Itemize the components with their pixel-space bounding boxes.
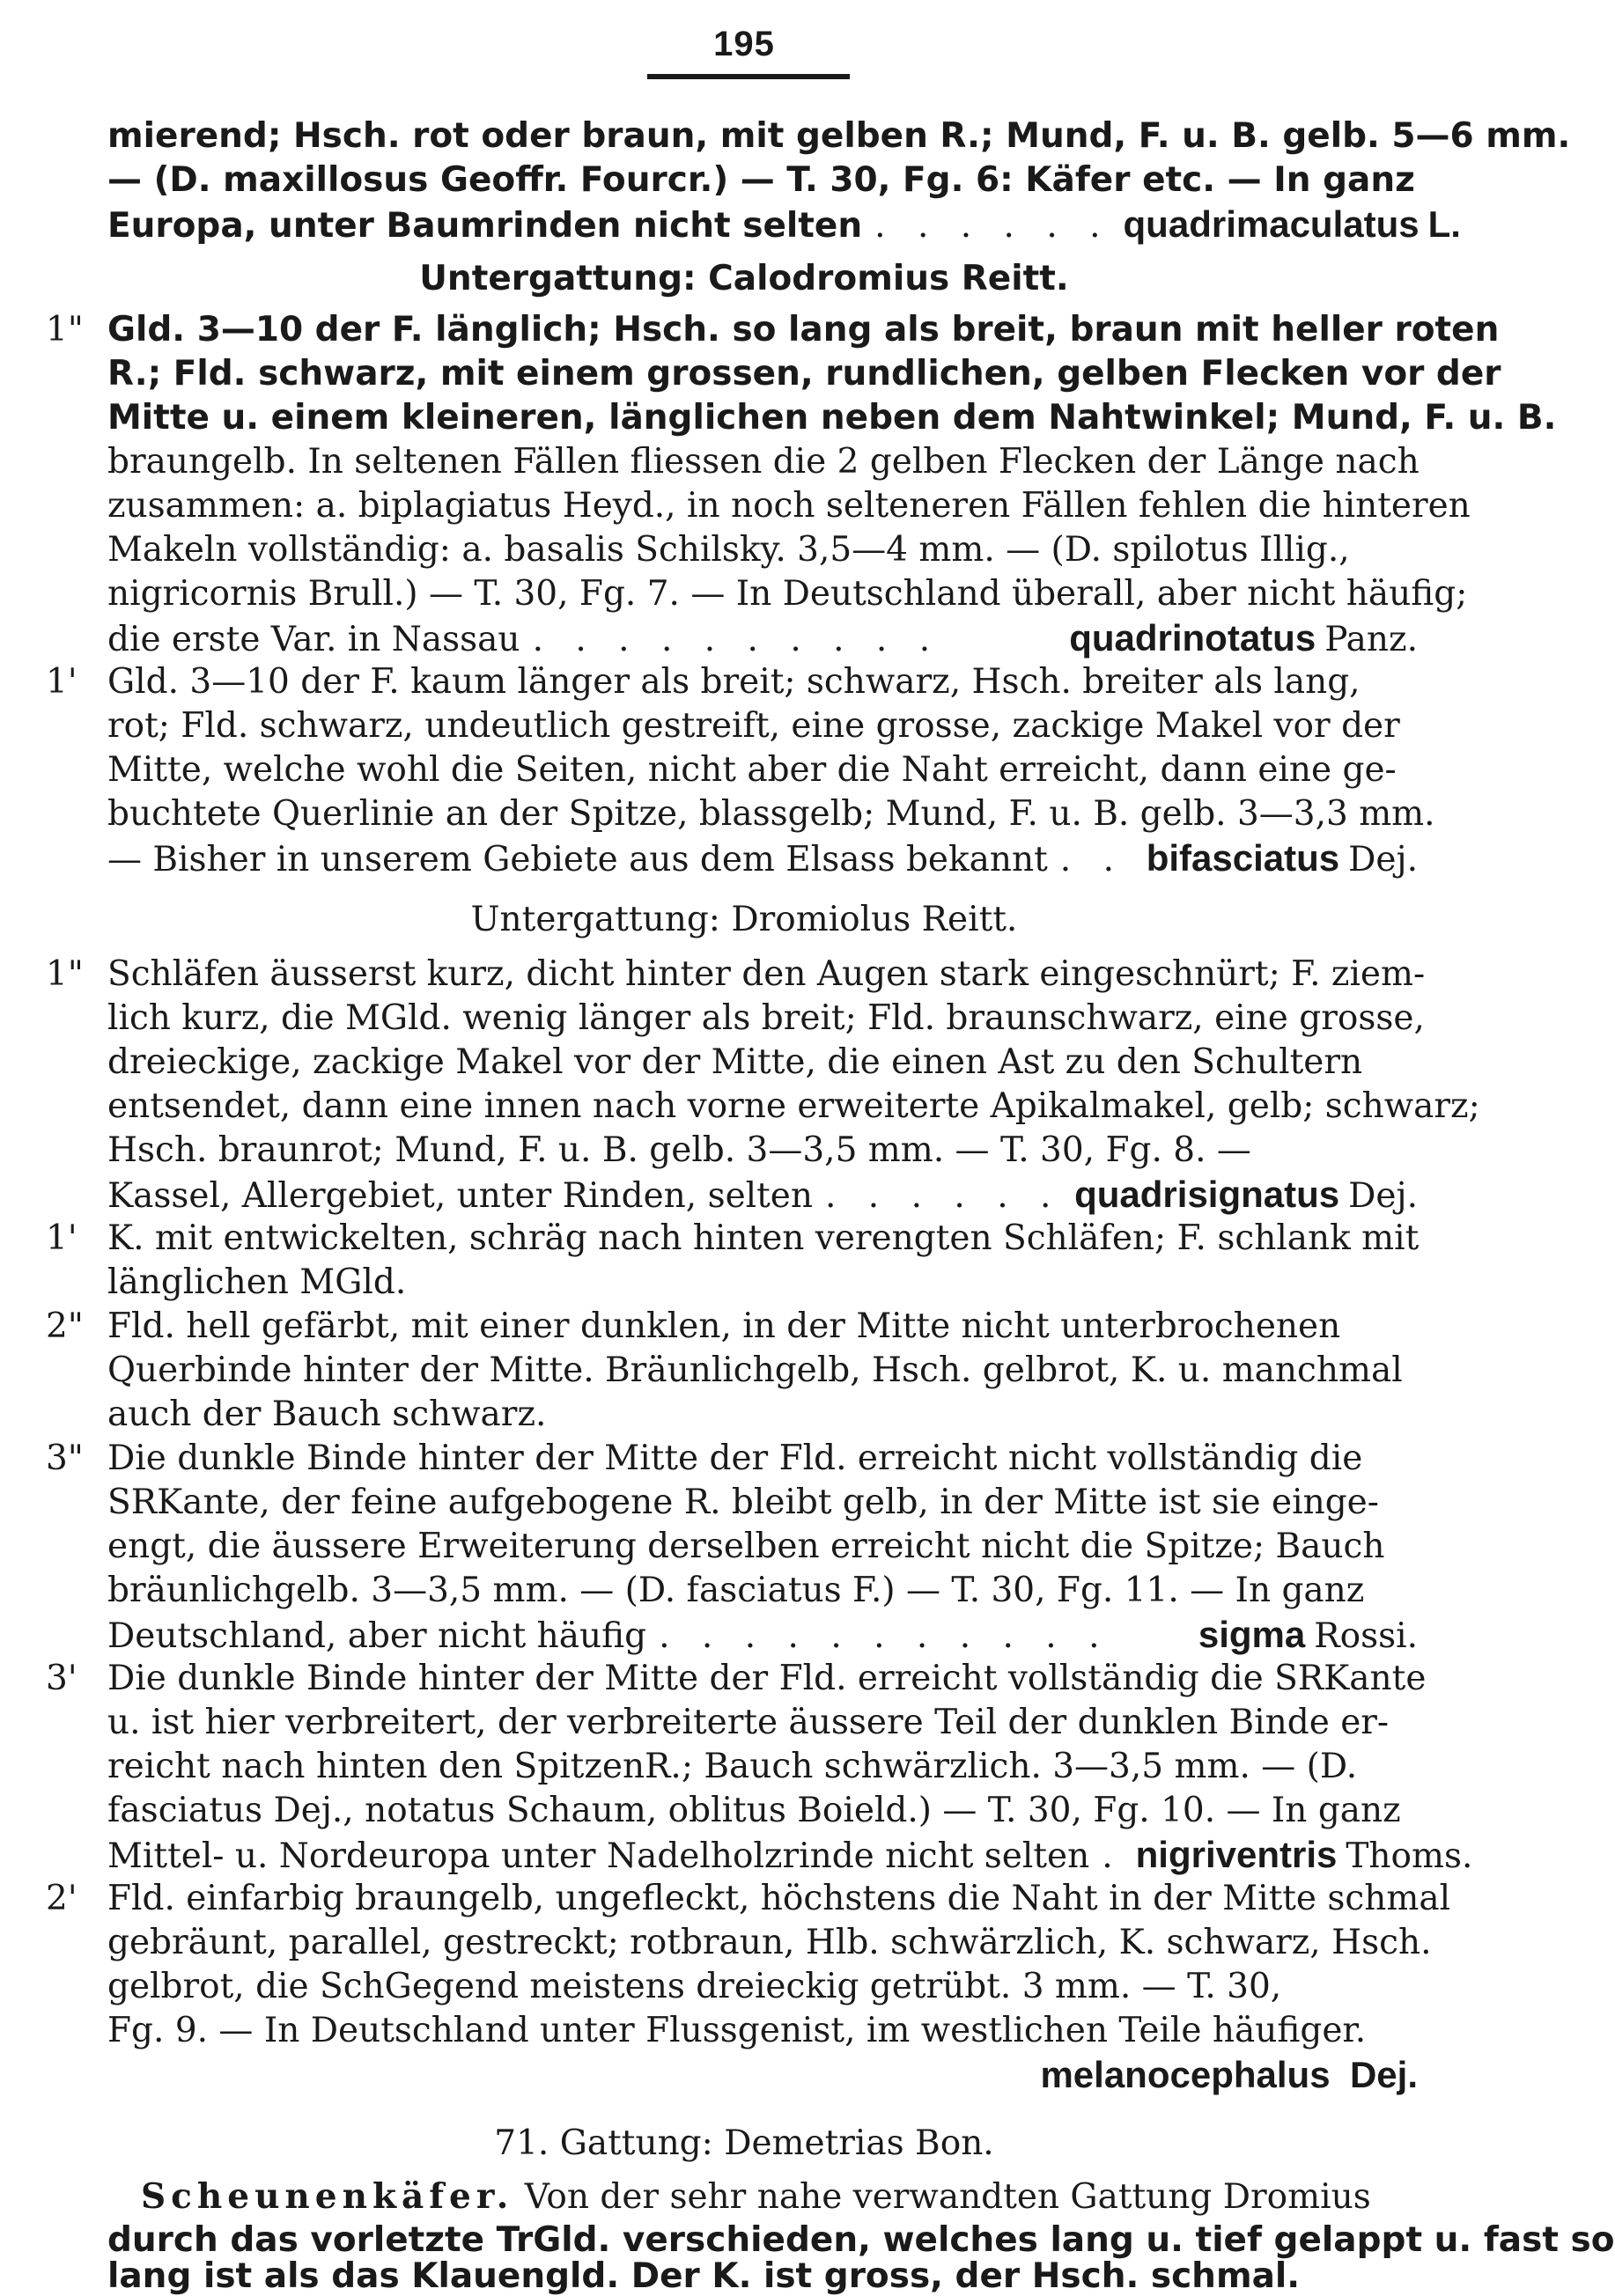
leader-dots: . [1102,1836,1124,1876]
species-row [107,1173,1418,1218]
text-line: rot; Fld. schwarz, undeutlich gestreift, eine grosse, zackige Makel vor der [107,706,1400,746]
key-number: 1" [46,954,84,994]
text-line: u. ist hier verbreitert, der verbreiterte äussere Teil der dunklen Binde er- [107,1703,1390,1742]
species-author: Dej. [1348,1176,1418,1216]
text-line: Gld. 3—10 der F. länglich; Hsch. so lang als breit, braun mit heller roten [107,310,1500,350]
leader-dots: . . . . . . . . . . . [659,1616,1110,1656]
key-number: 2' [46,1879,77,1918]
species-name: quadrisignatus [1074,1174,1340,1215]
common-name: Scheunenkäfer. [141,2176,514,2217]
genus-heading: 71. Gattung: Demetrias Bon. [494,2123,994,2163]
text-line: zusammen: a. biplagiatus Heyd., in noch selteneren Fällen fehlen die hinteren [107,486,1471,526]
species-author: Dej. [1349,2054,1418,2095]
species-row [107,202,1461,248]
text-line: länglichen MGld. [107,1262,407,1302]
locality-text: Deutschland, aber nicht häufig [107,1616,647,1656]
text-line: engt, die äussere Erweiterung derselben erreicht nicht die Spitze; Bauch [107,1527,1385,1566]
text-line: Fld. einfarbig braungelb, ungefleckt, höchstens die Naht in der Mitte schmal [107,1879,1451,1918]
species-row [107,616,1418,662]
species-author: Thoms. [1346,1836,1473,1876]
leader-dots: . . . . . . . . . . [532,620,941,659]
leader-dots: . . . . . . [825,1176,1062,1216]
text-line: Hsch. braunrot; Mund, F. u. B. gelb. 3—3,5 mm. — T. 30, Fg. 8. — [107,1130,1251,1170]
text-line: lich kurz, die MGld. wenig länger als breit; Fld. braunschwarz, eine grosse, [107,998,1425,1038]
key-number: 1' [46,1218,77,1258]
page-number: 195 [713,25,775,63]
subgenus-heading: Untergattung: Dromiolus Reitt. [470,900,1018,939]
text-line: Fld. hell gefärbt, mit einer dunklen, in der Mitte nicht unterbrochenen [107,1306,1341,1346]
text-line: Die dunkle Binde hinter der Mitte der Fld. erreicht vollständig die SRKante [107,1659,1427,1698]
leader-dots: . . [1059,840,1125,879]
species-row [107,1613,1418,1659]
species-author: Rossi. [1314,1616,1418,1656]
key-number: 3' [46,1659,77,1698]
text-line: auch der Bauch schwarz. [107,1395,547,1434]
text-line: durch das vorletzte TrGld. verschieden, welches lang u. tief gelappt u. fast so [107,2220,1615,2260]
genus-intro [141,2175,1418,2219]
text-line: — (D. maxillosus Geoffr. Fourcr.) — T. 30, Fg. 6: Käfer etc. — In ganz [107,160,1415,200]
text-line: Fg. 9. — In Deutschland unter Flussgenist, im westlichen Teile häufiger. [107,2011,1367,2050]
text-line: lang ist als das Klauengld. Der K. ist gross, der Hsch. schmal. [107,2256,1301,2296]
text-line: reicht nach hinten den SpitzenR.; Bauch schwärzlich. 3—3,5 mm. — (D. [107,1747,1358,1786]
species-name: nigriventris [1135,1834,1338,1875]
species-name: sigma [1198,1614,1306,1655]
text-line: mierend; Hsch. rot oder braun, mit gelben R.; Mund, F. u. B. gelb. 5—6 mm. [107,116,1571,156]
text-line: buchtete Querlinie an der Spitze, blassgelb; Mund, F. u. B. gelb. 3—3,3 mm. [107,794,1435,834]
text-line: K. mit entwickelten, schräg nach hinten verengten Schläfen; F. schlank mit [107,1218,1420,1258]
header-rule [647,74,850,79]
text-line: gelbrot, die SchGegend meistens dreieckig getrübt. 3 mm. — T. 30, [107,1967,1282,2006]
text-line: gebräunt, parallel, gestreckt; rotbraun, Hlb. schwärzlich, K. schwarz, Hsch. [107,1923,1432,1962]
species-row [107,2053,1418,2099]
species-row [107,1833,1473,1879]
text-line: Makeln vollständig: a. basalis Schilsky. 3,5—4 mm. — (D. spilotus Illig., [107,530,1350,570]
text-line: Schläfen äusserst kurz, dicht hinter den Augen stark eingeschnürt; F. ziem- [107,954,1426,994]
key-number: 3" [46,1439,84,1478]
locality-text: Europa, unter Baumrinden nicht selten [107,206,863,246]
species-name: quadrinotatus [1069,617,1316,659]
species-row [107,836,1418,882]
locality-text: Mittel- u. Nordeuropa unter Nadelholzrinde nicht selten [107,1836,1090,1876]
text-line: dreieckige, zackige Makel vor der Mitte, die einen Ast zu den Schultern [107,1042,1363,1082]
locality-text: die erste Var. in Nassau [107,620,520,659]
text-line: R.; Fld. schwarz, mit einem grossen, rundlichen, gelben Flecken vor der [107,354,1501,394]
text-line: braungelb. In seltenen Fällen fliessen die 2 gelben Flecken der Länge nach [107,442,1420,482]
key-number: 2" [46,1306,84,1346]
text-line: Querbinde hinter der Mitte. Bräunlichgelb, Hsch. gelbrot, K. u. manchmal [107,1350,1403,1390]
leader-dots: . . . . . . [874,206,1111,246]
genus-intro-text: Von der sehr nahe verwandten Gattung Dromius [524,2177,1371,2217]
species-author: L. [1427,203,1461,245]
text-line: Mitte, welche wohl die Seiten, nicht aber die Naht erreicht, dann eine ge- [107,750,1397,790]
locality-text: Kassel, Allergebiet, unter Rinden, selten [107,1176,814,1216]
text-line: Gld. 3—10 der F. kaum länger als breit; schwarz, Hsch. breiter als lang, [107,662,1361,702]
species-name: bifasciatus [1146,837,1340,879]
subgenus-heading: Untergattung: Calodromius Reitt. [419,259,1069,298]
locality-text: — Bisher in unserem Gebiete aus dem Elsass bekannt [107,840,1048,879]
key-number: 1' [46,662,77,702]
species-author: Panz. [1324,620,1418,659]
text-line: fasciatus Dej., notatus Schaum, oblitus Boield.) — T. 30, Fg. 10. — In ganz [107,1791,1401,1830]
text-line: entsendet, dann eine innen nach vorne erweiterte Apikalmakel, gelb; schwarz; [107,1086,1480,1126]
text-line: bräunlichgelb. 3—3,5 mm. — (D. fasciatus F.) — T. 30, Fg. 11. — In ganz [107,1571,1365,1610]
species-author: Dej. [1348,840,1418,879]
text-line: Die dunkle Binde hinter der Mitte der Fld. erreicht nicht vollständig die [107,1439,1363,1478]
text-line: SRKante, der feine aufgebogene R. bleibt gelb, in der Mitte ist sie einge- [107,1483,1379,1522]
species-name: quadrimaculatus [1123,203,1420,245]
species-name: melanocephalus [1040,2054,1331,2095]
key-number: 1" [46,310,84,350]
text-line: nigricornis Brull.) — T. 30, Fg. 7. — In Deutschland überall, aber nicht häufig; [107,574,1468,614]
text-line: Mitte u. einem kleineren, länglichen neben dem Nahtwinkel; Mund, F. u. B. [107,398,1557,438]
